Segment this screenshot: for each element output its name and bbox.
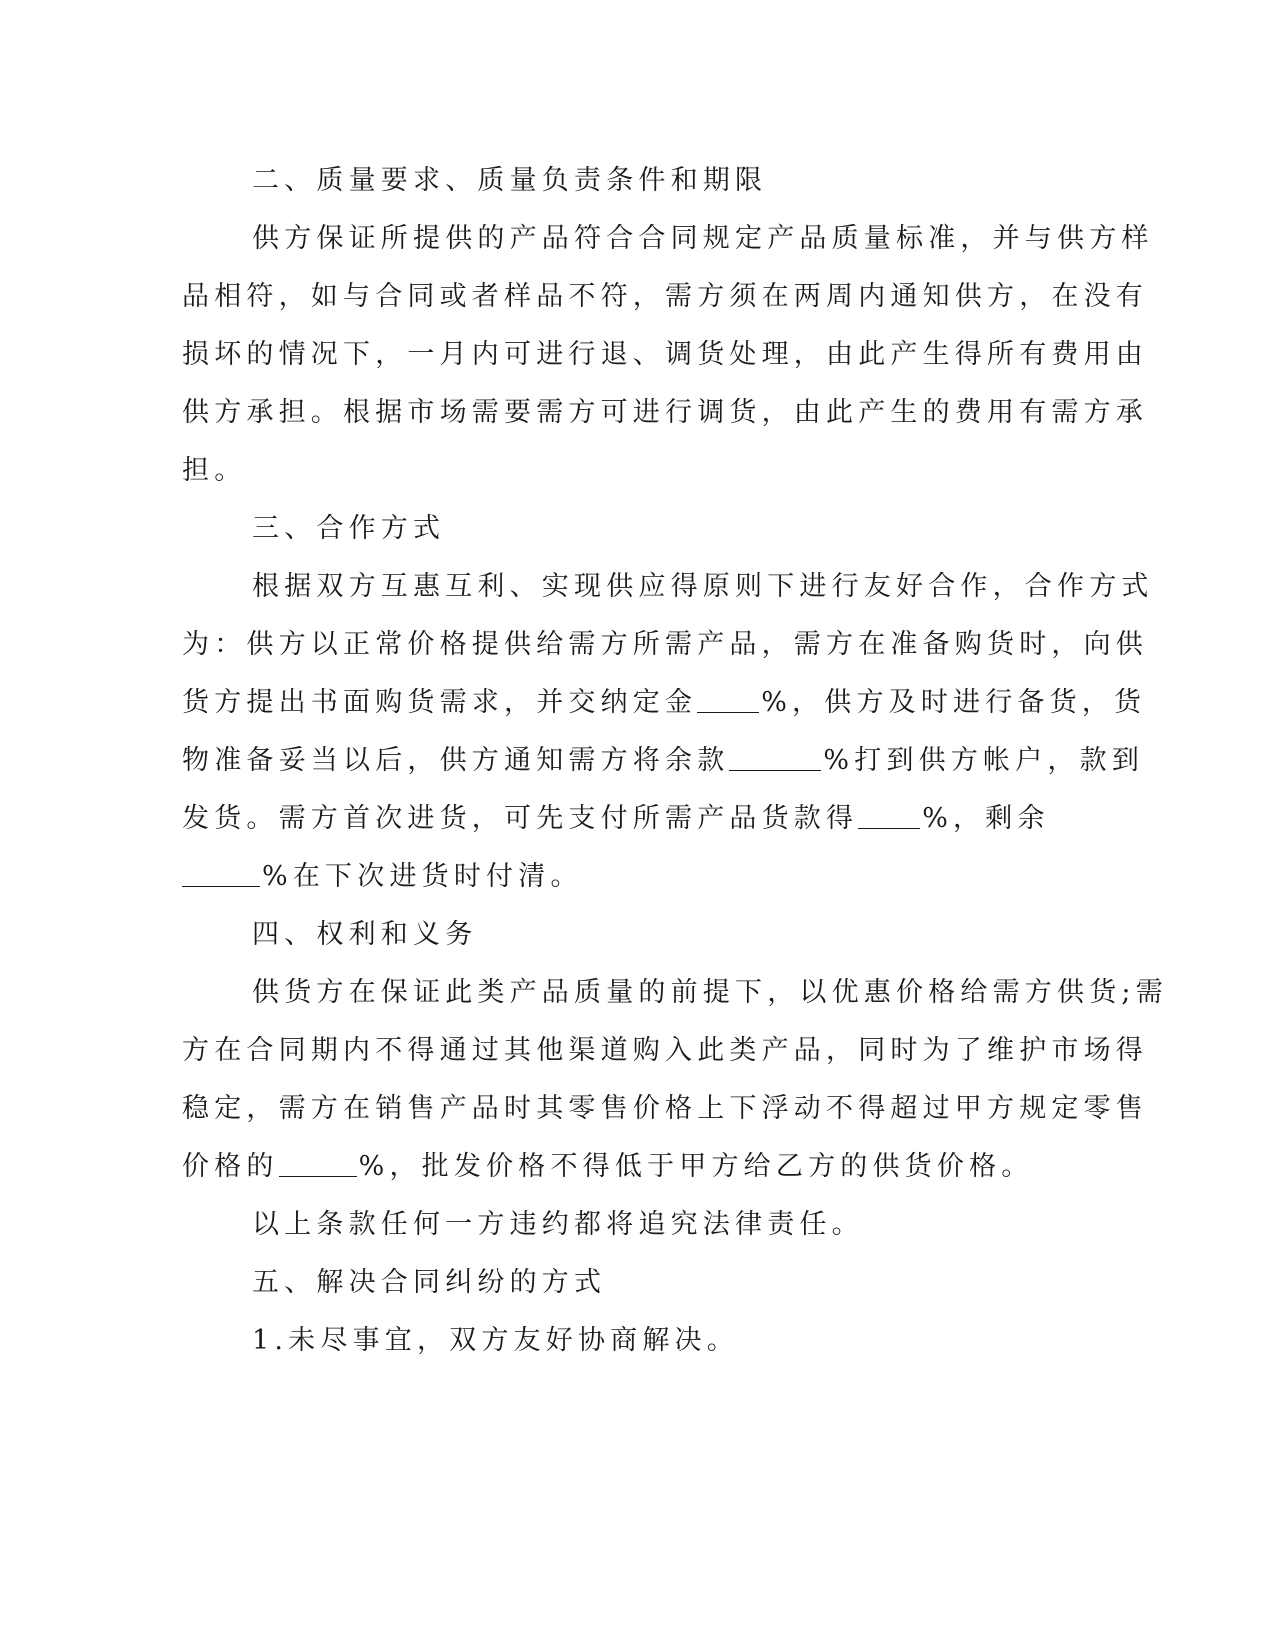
contract-page xyxy=(182,152,1168,1370)
text-segment: %打到供方帐户，款到 xyxy=(823,745,1145,776)
paragraph-line xyxy=(182,1138,1042,1196)
text-segment: 价格的 xyxy=(182,1151,279,1182)
paragraph-line: 品相符，如与合同或者样品不符，需方须在两周内通知供方，在没有 xyxy=(182,281,1148,312)
paragraph-line xyxy=(182,790,1050,848)
text-segment: %，批发价格不得低于甲方给乙方的供货价格。 xyxy=(358,1151,1034,1182)
paragraph-line xyxy=(182,732,1145,790)
paragraph-line: 担。 xyxy=(182,455,247,486)
text-segment: 物准备妥当以后，供方通知需方将余款 xyxy=(182,745,730,776)
paragraph-line: 损坏的情况下，一月内可进行退、调货处理，由此产生得所有费用由 xyxy=(182,339,1148,370)
list-item: 1.未尽事宜，双方友好协商解决。 xyxy=(252,1325,739,1356)
text-segment: 发货。需方首次进货，可先支付所需产品货款得 xyxy=(182,803,859,834)
paragraph-line: 稳定，需方在销售产品时其零售价格上下浮动不得超过甲方规定零售 xyxy=(182,1093,1148,1124)
section-heading-disputes: 五、解决合同纠纷的方式 xyxy=(252,1267,607,1298)
text-segment: 货方提出书面购货需求，并交纳定金 xyxy=(182,687,698,718)
paragraph-line: 为：供方以正常价格提供给需方所需产品，需方在准备购货时，向供 xyxy=(182,629,1148,660)
text-segment: %，供方及时进行备货，货 xyxy=(761,687,1147,718)
paragraph-line: 方在合同期内不得通过其他渠道购入此类产品，同时为了维护市场得 xyxy=(182,1035,1148,1066)
section-heading-quality: 二、质量要求、质量负责条件和期限 xyxy=(252,165,768,196)
paragraph-line: 供方承担。根据市场需要需方可进行调货，由此产生的费用有需方承 xyxy=(182,397,1148,428)
text-segment: %在下次进货时付清。 xyxy=(262,861,583,892)
balance-percent-blank xyxy=(729,748,821,771)
section-heading-rights: 四、权利和义务 xyxy=(252,919,478,950)
deposit-percent-blank xyxy=(697,690,759,713)
paragraph-line xyxy=(182,674,1147,732)
paragraph-line: 供方保证所提供的产品符合合同规定产品质量标准，并与供方样 xyxy=(252,223,1154,254)
paragraph-line: 以上条款任何一方违约都将追究法律责任。 xyxy=(252,1209,864,1240)
paragraph-line: 供货方在保证此类产品质量的前提下，以优惠价格给需方供货;需 xyxy=(252,977,1168,1008)
paragraph-line: 根据双方互惠互利、实现供应得原则下进行友好合作，合作方式 xyxy=(252,571,1154,602)
remaining-percent-blank xyxy=(182,864,260,887)
text-segment: %，剩余 xyxy=(922,803,1050,834)
price-float-percent-blank xyxy=(279,1154,357,1177)
section-heading-cooperation: 三、合作方式 xyxy=(252,513,446,544)
first-payment-percent-blank xyxy=(858,806,920,829)
paragraph-line xyxy=(182,848,1042,906)
